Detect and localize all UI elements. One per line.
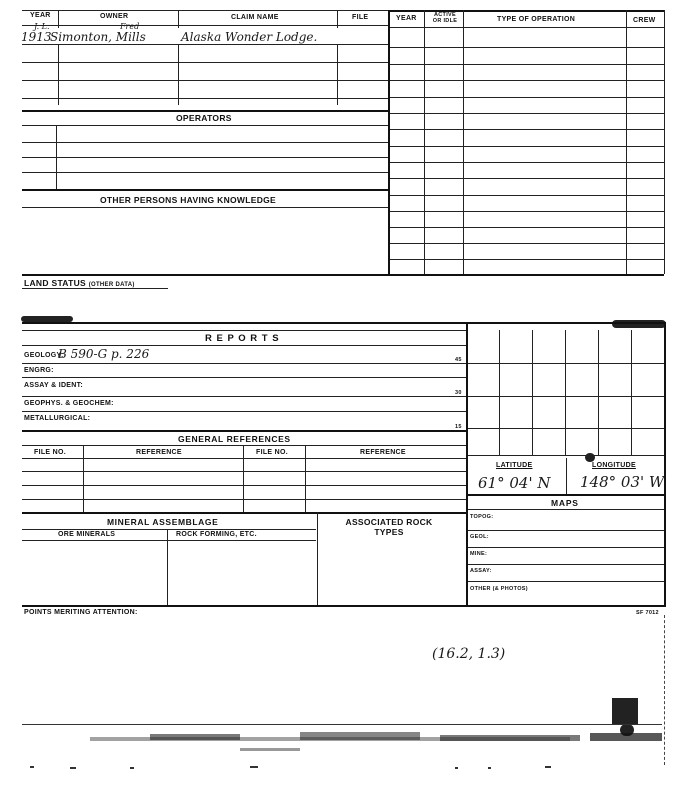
col-year-right-header: YEAR [396,15,417,22]
reports-heading: R E P O R T S [205,333,280,344]
engrg-label: ENGRG: [24,367,54,374]
form-number: SF 7012 [636,610,659,616]
metallurgical-label: METALLURGICAL: [24,415,91,422]
ore-minerals-header: ORE MINERALS [58,531,116,538]
geology-value: B 590-G p. 226 [58,347,150,361]
ref-reference-1-header: REFERENCE [136,449,182,456]
owner-name-value: Simonton, Mills [50,30,146,44]
maps-topog-label: TOPOG: [470,514,494,520]
mineral-assemblage-heading: MINERAL ASSEMBLAGE [107,517,219,527]
col-claim-name-header: CLAIM NAME [231,14,279,21]
latitude-value: 61° 04' N [478,474,551,492]
col-file-header: FILE [352,14,369,21]
maps-geol-label: GEOL: [470,534,489,540]
ref-file-no-2-header: FILE NO. [256,449,288,456]
owner-annotation-2: Fred [120,22,140,31]
other-persons-heading: OTHER PERSONS HAVING KNOWLEDGE [100,195,277,205]
col-crew-header: CREW [633,17,656,24]
longitude-label: LONGITUDE [592,462,636,469]
geology-label: GEOLOGY: [24,352,64,359]
ref-reference-2-header: REFERENCE [360,449,406,456]
maps-heading: MAPS [551,498,579,508]
associated-rock-types-heading: ASSOCIATED ROCK TYPES [345,517,433,537]
scale-30: 30 [455,390,462,396]
latitude-label: LATITUDE [496,462,533,469]
geophys-geochem-label: GEOPHYS. & GEOCHEM: [24,400,114,407]
ref-file-no-1-header: FILE NO. [34,449,66,456]
scale-45: 45 [455,357,462,363]
points-meriting-attention-label: POINTS MERITING ATTENTION: [24,609,138,616]
col-type-operation-header: TYPE OF OPERATION [497,16,576,23]
maps-assay-label: ASSAY: [470,568,492,574]
longitude-value: 148° 03' W [580,473,665,491]
operators-heading: OPERATORS [176,113,232,123]
owner-year-value: 1913 [21,30,52,44]
col-active-idle-header: ACTIVE OR IDLE [432,12,458,24]
claim-name-value: Alaska Wonder Lodge. [181,30,318,44]
rock-forming-header: ROCK FORMING, ETC. [176,531,257,538]
scan-noise [0,715,678,775]
maps-other-label: OTHER (& PHOTOS) [470,586,528,592]
col-owner-header: OWNER [100,13,129,20]
owner-annotation: J. L. [34,22,50,31]
maps-mine-label: MINE: [470,551,488,557]
assay-ident-label: ASSAY & IDENT: [24,382,84,389]
col-year-header: YEAR [30,12,51,19]
general-references-heading: GENERAL REFERENCES [178,434,291,444]
land-status-heading: LAND STATUS (OTHER DATA) [24,278,135,288]
coordinates-note: (16.2, 1.3) [432,646,506,662]
scale-15: 15 [455,424,462,430]
